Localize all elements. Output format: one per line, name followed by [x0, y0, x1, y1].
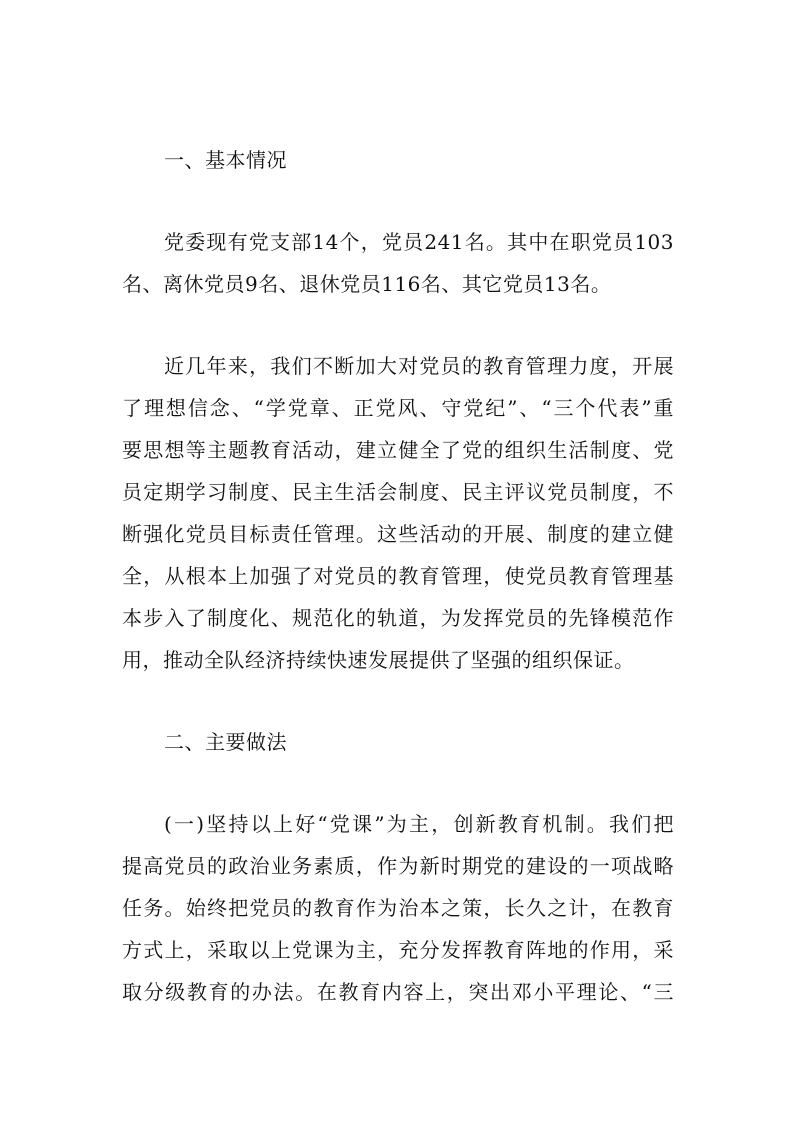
paragraph-line: 断强化党员目标责任管理。这些活动的开展、制度的建立健: [122, 522, 674, 546]
section-heading-basic-situation: 一、基本情况: [164, 148, 287, 172]
paragraph-line: 党委现有党支部14个，党员241名。其中在职党员103: [164, 230, 674, 254]
paragraph-line: 近几年来，我们不断加大对党员的教育管理力度，开展: [164, 354, 674, 378]
paragraph-line: 方式上，采取以上党课为主，充分发挥教育阵地的作用，采: [122, 938, 674, 962]
paragraph-line: 全，从根本上加强了对党员的教育管理，使党员教育管理基: [122, 564, 674, 588]
paragraph-line: 用，推动全队经济持续快速发展提供了坚强的组织保证。: [122, 648, 635, 672]
paragraph-line: 提高党员的政治业务素质，作为新时期党的建设的一项战略: [122, 854, 674, 878]
paragraph-line: 名、离休党员9名、退休党员116名、其它党员13名。: [122, 272, 612, 296]
section-heading-main-practices: 二、主要做法: [164, 730, 287, 754]
paragraph-line: 本步入了制度化、规范化的轨道，为发挥党员的先锋模范作: [122, 606, 674, 630]
paragraph-line: 任务。始终把党员的教育作为治本之策，长久之计，在教育: [122, 896, 674, 920]
paragraph-line: (一)坚持以上好“党课”为主，创新教育机制。我们把: [164, 812, 674, 836]
paragraph-line: 了理想信念、“学党章、正党风、守党纪”、“三个代表”重: [122, 396, 674, 420]
paragraph-line: 员定期学习制度、民主生活会制度、民主评议党员制度，不: [122, 480, 674, 504]
paragraph-line: 要思想等主题教育活动，建立健全了党的组织生活制度、党: [122, 438, 674, 462]
paragraph-line: 取分级教育的办法。在教育内容上，突出邓小平理论、“三: [122, 980, 674, 1004]
